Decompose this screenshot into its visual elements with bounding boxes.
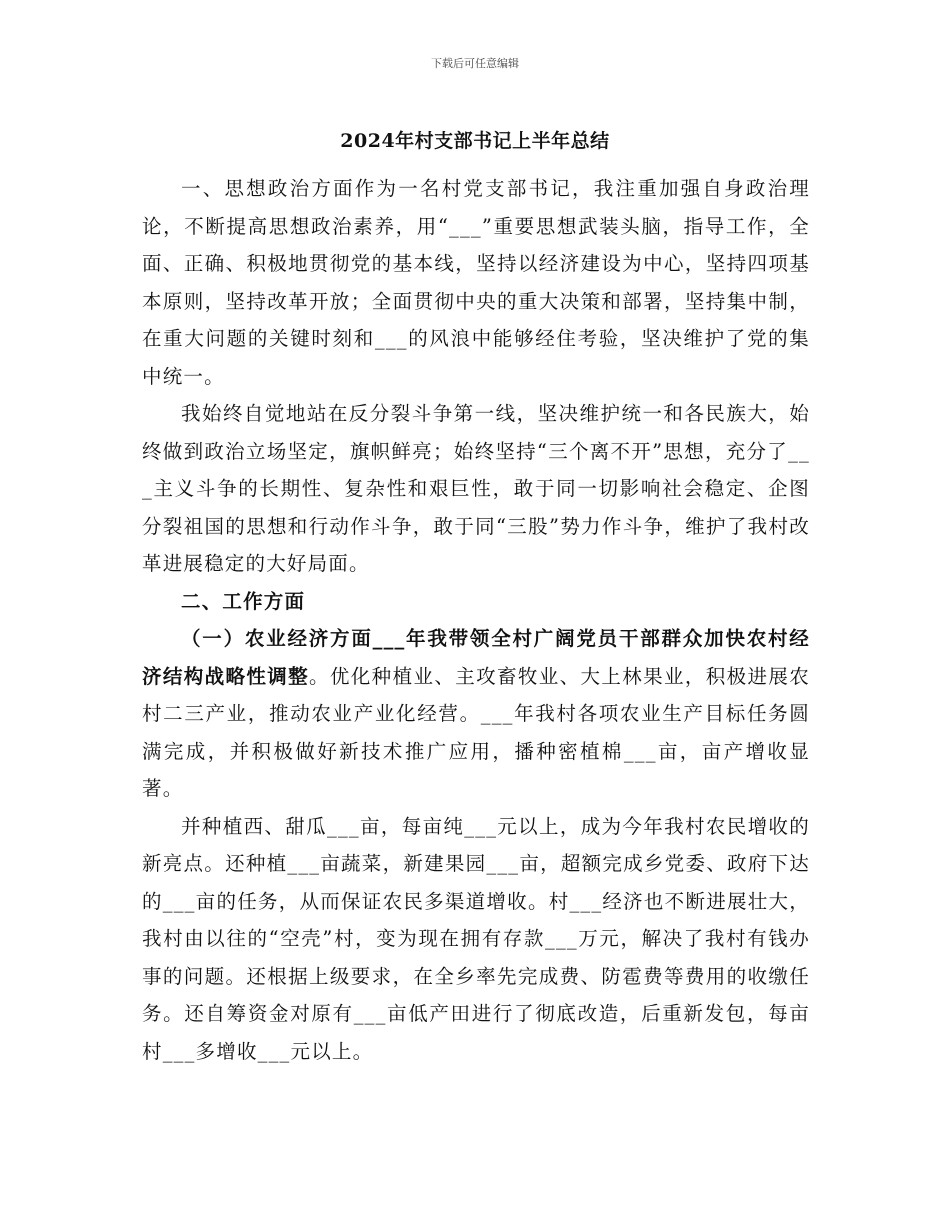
paragraph-political: 一、思想政治方面作为一名村党支部书记，我注重加强自身政治理论，不断提高思想政治素养，用“___”重要思想武装头脑，指导工作，全面、正确、积极地贯彻党的基本线，坚持以经济建设为中心，坚持四项基本原则，坚持改革开放；全面贯彻中央的重大决策和部署，坚持集中制，在重大问题的关键时刻和___的风浪中能够经住考验，坚决维护了党的集中统一。	[142, 177, 810, 388]
paragraph-agriculture-rest: 。优化种植业、主攻畜牧业、大上林果业，积极进展农村二三产业，推动农业产业化经营。___年我村各项农业生产目标任务圆满完成，并积极做好新技术推广应用，播种密植棉___亩，亩产增收显著。	[142, 664, 810, 800]
paragraph-agriculture	[142, 620, 810, 808]
document-body	[142, 170, 810, 1070]
header-note: 下载后可任意编辑	[431, 57, 519, 70]
paragraph-anti-separatism: 我始终自觉地站在反分裂斗争第一线，坚决维护统一和各民族大，始终做到政治立场坚定，旗帜鲜亮；始终坚持“三个离不开”思想，充分了___主义斗争的长期性、复杂性和艰巨性，敢于同一切影响社会稳定、企图分裂祖国的思想和行动作斗争，敢于同“三股”势力作斗争，维护了我村改革进展稳定的大好局面。	[142, 402, 810, 575]
document-title: 2024年村支部书记上半年总结	[340, 130, 610, 152]
paragraph-crops-income: 并种植西、甜瓜___亩，每亩纯___元以上，成为今年我村农民增收的新亮点。还种植___亩蔬菜，新建果园___亩，超额完成乡党委、政府下达的___亩的任务，从而保证农民多渠道增收。村___经济也不断进展壮大，我村由以往的“空壳”村，变为现在拥有存款___万元，解决了我村有钱办事的问题。还根据上级要求，在全乡率先完成费、防雹费等费用的收缴任务。还自筹资金对原有___亩低产田进行了彻底改造，后重新发包，每亩村___多增收___元以上。	[142, 814, 810, 1063]
paragraph-agriculture-lead: （一）农业经济方面___年我带领全村广阔党员干部群众加快农村经济结构战略性调整	[142, 627, 810, 688]
section-heading-work: 二、工作方面	[181, 589, 306, 613]
